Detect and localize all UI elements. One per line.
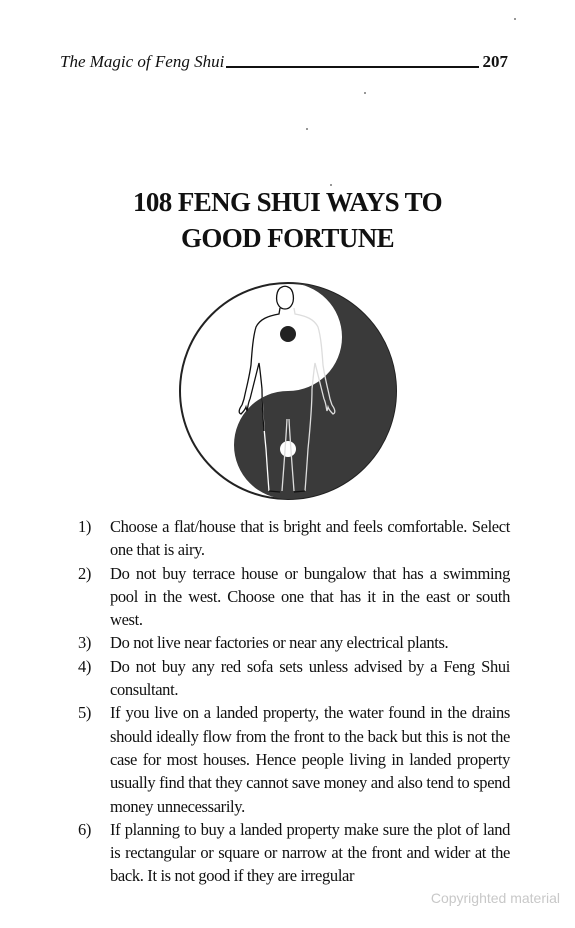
list-item-number: 3) — [78, 633, 92, 653]
book-title: The Magic of Feng Shui — [60, 52, 225, 71]
list-item — [78, 562, 510, 632]
yin-dot — [280, 441, 296, 457]
list-item-number: 6) — [78, 819, 92, 839]
list-item-text: If planning to buy a landed property make sure the plot of land is rectangular or square or narrow at the front and wider at the back. It is not good if they are irregular — [110, 819, 510, 886]
chapter-title — [0, 184, 575, 256]
scan-speck — [364, 92, 366, 94]
list-item — [78, 515, 510, 562]
list-item-text: Do not live near factories or near any electrical plants. — [110, 633, 449, 653]
list-item — [78, 631, 510, 654]
scan-speck — [514, 18, 516, 20]
copyright-watermark: Copyrighted material — [430, 890, 560, 906]
list-item — [78, 818, 510, 888]
list-item — [78, 655, 510, 702]
page-number: 207 — [482, 52, 508, 71]
chapter-title-line-2: GOOD FORTUNE — [180, 223, 395, 253]
scan-speck — [306, 128, 308, 130]
list-item-number: 1) — [78, 517, 92, 536]
list-item-number: 2) — [78, 563, 92, 583]
header-rule — [226, 66, 478, 68]
list-item — [78, 701, 510, 817]
list-item-text: Do not buy terrace house or bungalow that has a swimming pool in the west. Choose one that has it in the east or south west. — [110, 563, 510, 630]
scan-speck — [330, 184, 332, 186]
list-item-number: 5) — [78, 703, 92, 723]
list-item-text: Do not buy any red sofa sets unless advised by a Feng Shui consultant. — [110, 656, 510, 700]
chapter-title-line-1: 108 FENG SHUI WAYS TO — [132, 187, 442, 217]
yin-yang-human-figure-icon — [176, 279, 400, 503]
feng-shui-tips-list — [78, 515, 510, 888]
yang-dot — [280, 326, 296, 342]
list-item-number: 4) — [78, 656, 92, 676]
list-item-text: If you live on a landed property, the water found in the drains should ideally flow from the front to the back but this is not the case for most houses. Hence people living in landed property usually find that they cannot save money and also tend to spend money unnecessarily. — [110, 703, 510, 816]
running-header — [60, 48, 508, 70]
list-item-text: Choose a flat/house that is bright and feels comfortable. Select one that is airy. — [110, 517, 510, 560]
yin-yang-figure-svg — [176, 279, 400, 503]
